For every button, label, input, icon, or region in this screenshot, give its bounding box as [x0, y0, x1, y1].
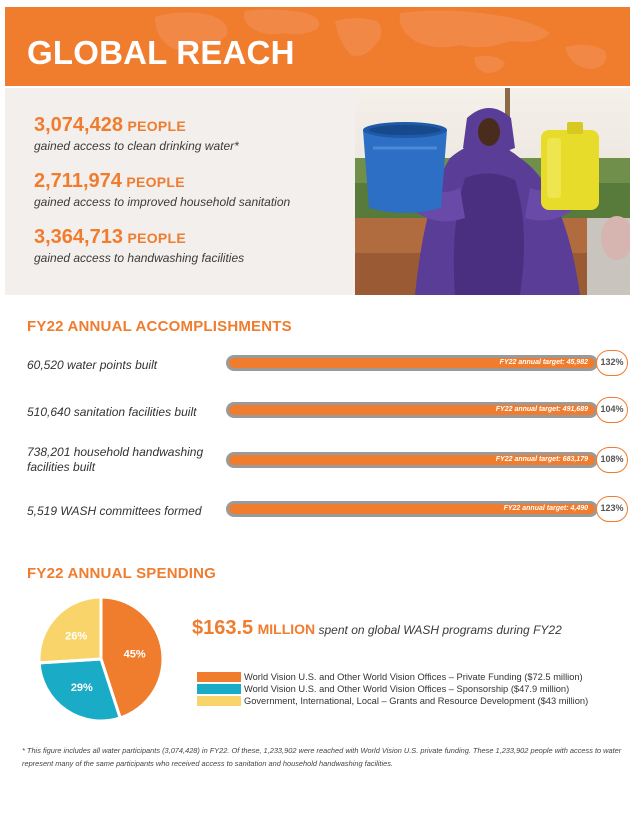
photo-illustration [355, 88, 630, 295]
accomplishment-label: 5,519 WASH committees formed [27, 504, 202, 518]
photo-woman-with-water-containers [355, 88, 630, 295]
legend-swatch [197, 684, 241, 694]
stat-sanitation [34, 170, 290, 209]
pie-slice-label: 26% [65, 630, 88, 643]
stat-description: gained access to handwashing facilities [34, 251, 245, 265]
accomplishment-label: 510,640 sanitation facilities built [27, 405, 197, 419]
spending-title: FY22 ANNUAL SPENDING [27, 565, 217, 582]
percent-badge: 108% [596, 447, 628, 473]
legend-swatch [197, 696, 241, 706]
stat-unit: PEOPLE [127, 230, 187, 246]
total-amount: $163.5 [192, 617, 254, 639]
stat-description: gained access to clean drinking water* [34, 139, 239, 153]
accomplishment-label: 60,520 water points built [27, 358, 158, 372]
accomplishment-label: 738,201 household handwashing facilities built [27, 445, 204, 474]
annual-target-text: FY22 annual target: 4,490 [503, 505, 588, 512]
stat-unit: PEOPLE [127, 118, 187, 134]
stat-drinking-water [34, 114, 239, 153]
pie-slice-label: 29% [70, 682, 93, 695]
stat-unit: PEOPLE [126, 174, 185, 190]
stat-number: 2,711,974 [34, 170, 122, 192]
percent-badge: 132% [596, 350, 628, 376]
accomplishments-title: FY22 ANNUAL ACCOMPLISHMENTS [27, 318, 292, 335]
annual-target-text: FY22 annual target: 491,689 [495, 406, 588, 413]
stat-handwashing [34, 226, 244, 265]
pie-slice-label: 45% [123, 648, 146, 661]
stat-description: gained access to improved household sanitation [34, 195, 291, 209]
progress-bar-track [226, 501, 598, 517]
stat-number: 3,364,713 [34, 226, 123, 248]
footnote: * This figure includes all water participants (3,074,428) in FY22. Of these, 1,233,902 were reached with World Vision U.S. private funding. These 1,233,902 people with access to water represent many of the same participants who received access to sanitation and household handwashing facilities. [22, 746, 622, 768]
page-title: GLOBAL REACH [27, 34, 295, 71]
total-unit: MILLION [257, 621, 316, 637]
legend-swatch [197, 672, 241, 682]
spending-pie-chart [37, 594, 169, 724]
reach-stats-panel [5, 88, 355, 295]
annual-target-text: FY22 annual target: 683,179 [495, 456, 588, 463]
legend-label: World Vision U.S. and Other World Vision Offices – Private Funding ($72.5 million) [244, 672, 583, 682]
progress-bar-track [226, 355, 598, 371]
stat-number: 3,074,428 [34, 114, 123, 136]
total-description: spent on global WASH programs during FY22 [315, 623, 562, 637]
progress-bar-track [226, 452, 598, 468]
legend-label: Government, International, Local – Grants and Resource Development ($43 million) [244, 696, 589, 706]
percent-badge: 104% [596, 397, 628, 423]
percent-badge: 123% [596, 496, 628, 522]
annual-target-text: FY22 annual target: 45,982 [499, 359, 588, 366]
total-spending [192, 617, 562, 640]
legend-label: World Vision U.S. and Other World Vision Offices – Sponsorship ($47.9 million) [244, 684, 570, 694]
header-banner [5, 7, 630, 86]
progress-bar-track [226, 402, 598, 418]
